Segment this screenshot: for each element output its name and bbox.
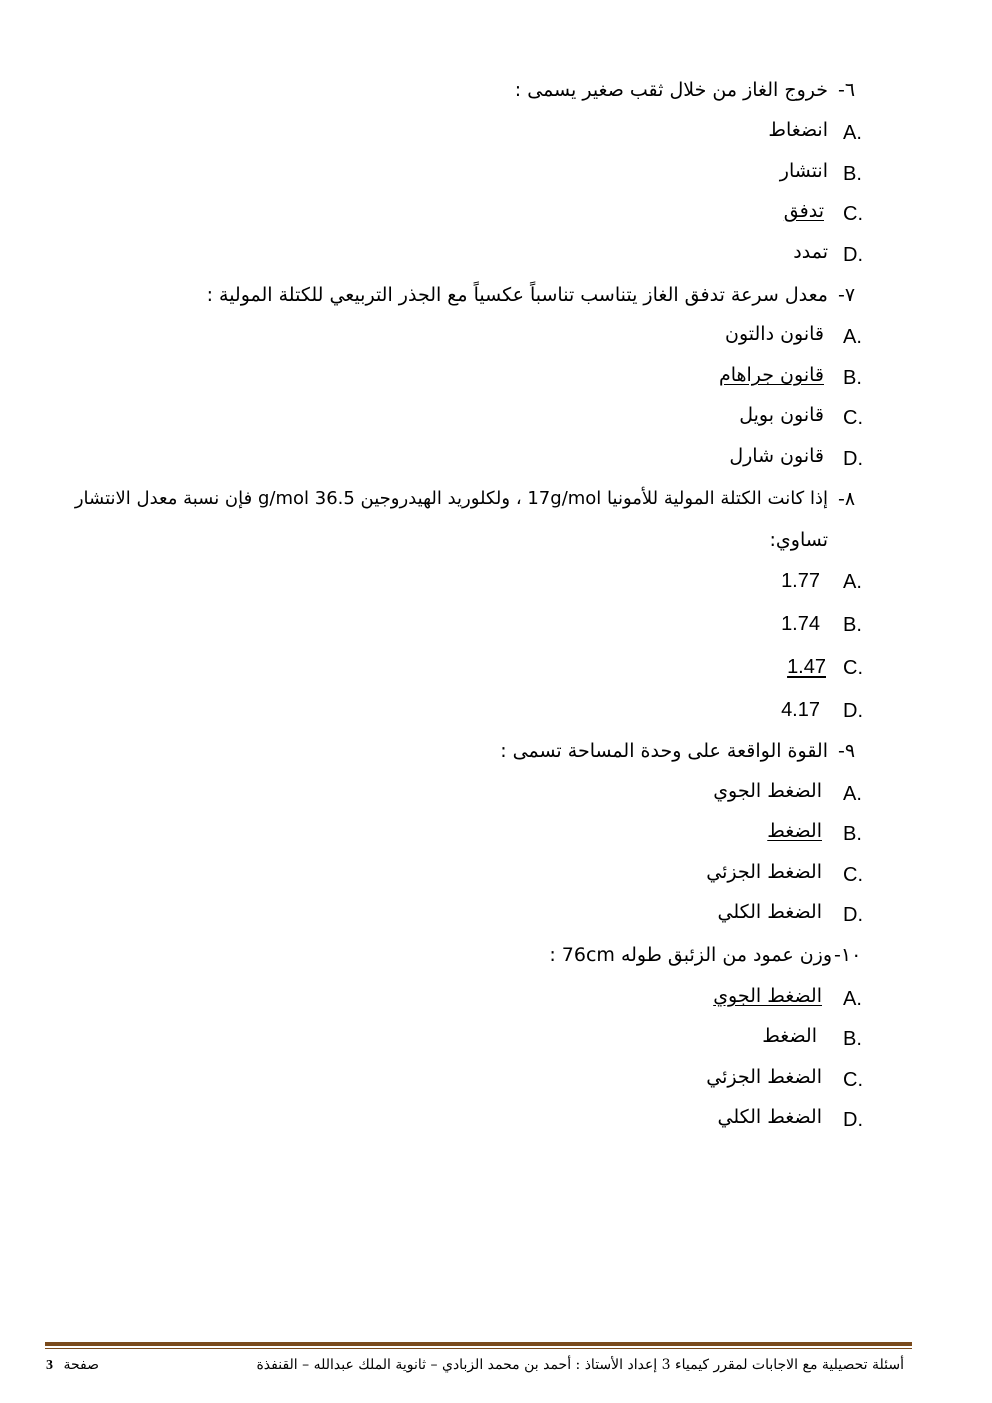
q6-option-a-letter: A. [843,122,862,144]
q7-option-b-text-correct: قانون جراهام [718,364,824,386]
q8-option-a-text: 1.77 [781,570,820,592]
q10-option-b-text: الضغط [762,1025,817,1047]
q8-option-d-text: 4.17 [781,699,820,721]
q10-option-d-text: الضغط الكلي [717,1106,822,1128]
q7-option-d-letter: D. [843,448,863,470]
footer-page-number: 3 [46,1358,53,1373]
q10-option-c-letter: C. [843,1069,863,1091]
q8-option-c-text-correct: 1.47 [787,656,826,678]
question-8-text-line2: تساوي: [769,529,828,551]
q6-option-d-letter: D. [843,244,863,266]
q7-option-a-letter: A. [843,326,862,348]
q10-option-a-text-correct: الضغط الجوي [713,985,822,1007]
question-8-number: ٨- [838,488,856,510]
q6-option-d-text: تمدد [793,241,828,263]
q8-option-d-letter: D. [843,700,863,722]
q10-option-b-letter: B. [843,1028,862,1050]
q6-option-b-letter: B. [843,163,862,185]
q9-option-a-text: الضغط الجوي [713,780,822,802]
q6-option-c-text-correct: تدفق [783,200,824,222]
footer-page-label: صفحة [63,1357,99,1373]
question-7-number: ٧- [838,284,856,306]
question-6-text: خروج الغاز من خلال ثقب صغير يسمى : [514,79,828,101]
q6-option-c-letter: C. [843,203,863,225]
q9-option-c-text: الضغط الجزئي [706,861,822,883]
q10-option-c-text: الضغط الجزئي [706,1066,822,1088]
q10-option-d-letter: D. [843,1109,863,1131]
q7-option-c-text: قانون بويل [739,404,824,426]
q6-option-b-text: انتشار [779,160,828,182]
q7-option-d-text: قانون شارل [729,445,824,467]
q10-option-a-letter: A. [843,988,862,1010]
q7-option-c-letter: C. [843,407,863,429]
question-10-number: ١٠- [834,944,862,966]
q9-option-a-letter: A. [843,783,862,805]
question-9-text: القوة الواقعة على وحدة المساحة تسمى : [500,740,828,762]
question-8-text-line1: إذا كانت الكتلة المولية للأمونيا 17g/mol ، ولكلوريد الهيدروجين 36.5 g/mol فإن نسبة معدل الانتشار [74,488,828,509]
q9-option-b-text-correct: الضغط [767,820,822,842]
q9-option-c-letter: C. [843,864,863,886]
q8-option-b-text: 1.74 [781,613,820,635]
question-6-number: ٦- [838,79,856,101]
q6-option-a-text: انضغاط [768,119,828,141]
footer-rule-thin [45,1348,912,1349]
q7-option-b-letter: B. [843,367,862,389]
question-7-text: معدل سرعة تدفق الغاز يتناسب تناسباً عكسياً مع الجذر التربيعي للكتلة المولية : [206,284,828,306]
question-9-number: ٩- [838,740,856,762]
q8-option-c-letter: C. [843,657,863,679]
q7-option-a-text: قانون دالتون [725,323,824,345]
q8-option-a-letter: A. [843,571,862,593]
q9-option-d-text: الضغط الكلي [717,901,822,923]
q8-option-b-letter: B. [843,614,862,636]
q9-option-b-letter: B. [843,823,862,845]
footer-title: أسئلة تحصيلية مع الاجابات لمقرر كيمياء 3 إعداد الأستاذ : أحمد بن محمد الزبادي – ثانوية الملك عبدالله – القنفذة [256,1357,904,1373]
footer-page-indicator [46,1355,99,1376]
question-10-text: وزن عمود من الزئبق طوله 76cm : [549,944,832,966]
footer-rule-thick [45,1342,912,1346]
q9-option-d-letter: D. [843,904,863,926]
